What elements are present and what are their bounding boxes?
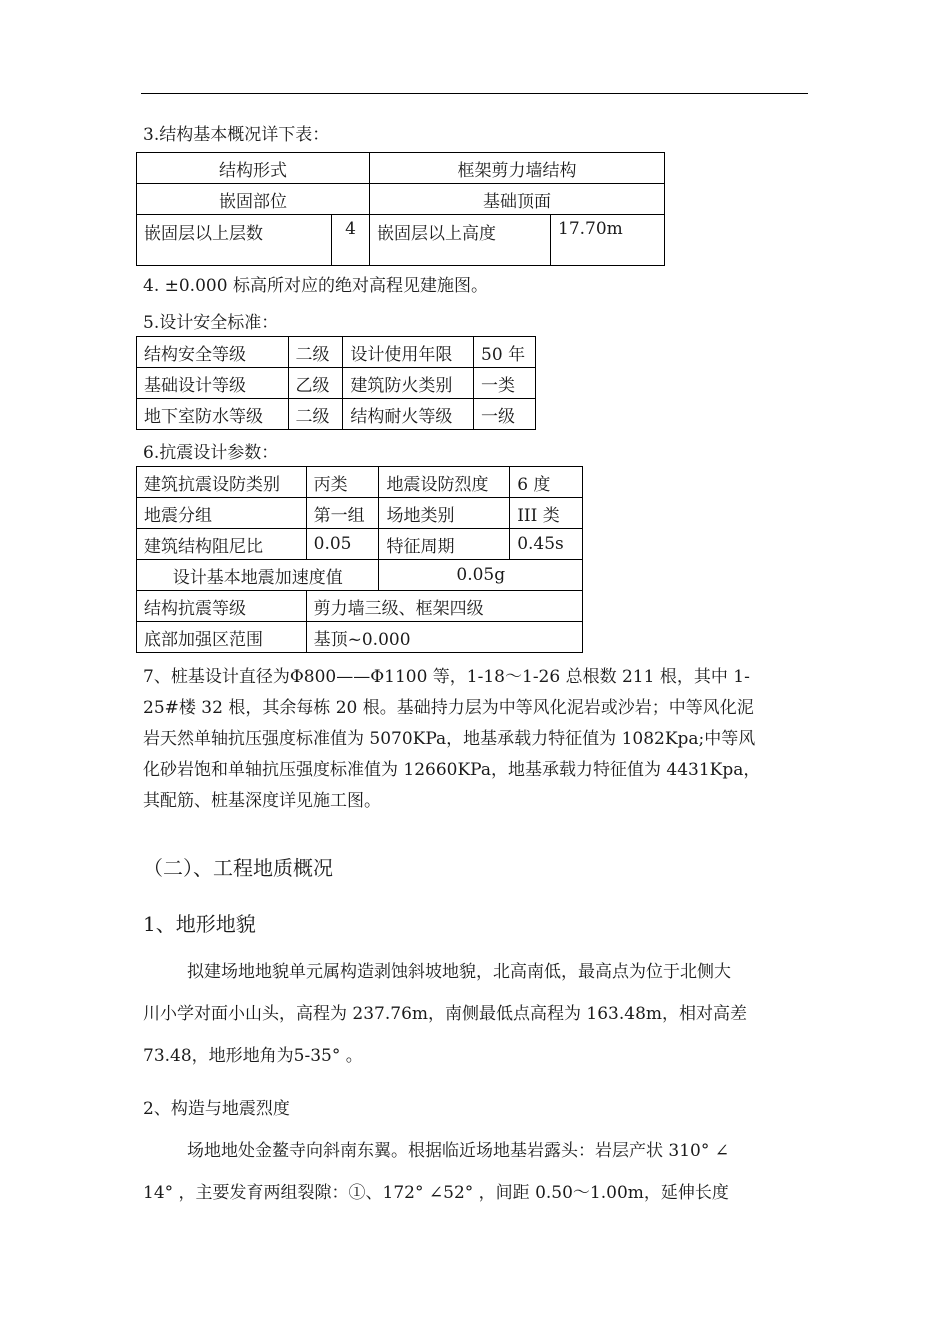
table-row (137, 153, 665, 184)
subheading-terrain: 1、地形地貌 (143, 912, 256, 936)
table-cell: 17.70m (551, 215, 665, 266)
text-line: 73.48，地形地角为5-35° 。 (143, 1046, 363, 1066)
table-row (137, 215, 665, 266)
table-cell: 地下室防水等级 (137, 399, 289, 430)
section-3-title: 3.结构基本概况详下表： (143, 125, 330, 145)
table-cell: 设计使用年限 (343, 337, 474, 368)
table-cell: 剪力墙三级、框架四级 (306, 591, 582, 622)
text-line: 岩天然单轴抗压强度标准值为 5070KPa，地基承载力特征值为 1082Kpa;中等风 (143, 729, 756, 749)
structure-overview-table (136, 152, 665, 266)
text-line: 川小学对面小山头，高程为 237.76m，南侧最低点高程为 163.48m，相对高差 (143, 1004, 748, 1024)
table-row (137, 591, 583, 622)
table-cell: 基础设计等级 (137, 368, 289, 399)
table-cell: 特征周期 (379, 529, 510, 560)
section-heading-geology: （二）、工程地质概况 (143, 856, 333, 880)
table-cell: 基顶~0.000 (306, 622, 582, 653)
table-row (137, 467, 583, 498)
table-cell: 4 (332, 215, 370, 266)
text-line: 化砂岩饱和单轴抗压强度标准值为 12660KPa，地基承载力特征值为 4431Kpa， (143, 760, 761, 780)
table-cell: 乙级 (288, 368, 343, 399)
table-cell: 建筑抗震设防类别 (137, 467, 307, 498)
table-cell: 结构安全等级 (137, 337, 289, 368)
table-cell: 50 年 (474, 337, 536, 368)
structure-paragraph (143, 1130, 807, 1214)
section-6-title: 6.抗震设计参数： (143, 443, 279, 463)
table-cell: 嵌固层以上高度 (370, 215, 551, 266)
table-cell: 场地类别 (379, 498, 510, 529)
section-7-paragraph (143, 662, 807, 817)
table-cell: 0.45s (510, 529, 583, 560)
table-cell: 二级 (288, 337, 343, 368)
table-cell: 丙类 (306, 467, 379, 498)
table-cell: 建筑防火类别 (343, 368, 474, 399)
text-line: 其配筋、桩基深度详见施工图。 (143, 791, 381, 811)
table-cell: 嵌固部位 (137, 184, 370, 215)
table-cell: 嵌固层以上层数 (137, 215, 332, 266)
table-cell: 结构形式 (137, 153, 370, 184)
seismic-parameters-table (136, 466, 583, 653)
table-cell: 结构耐火等级 (343, 399, 474, 430)
section-5-title: 5.设计安全标准： (143, 313, 279, 333)
safety-standard-table (136, 336, 536, 430)
section-4-text: 4. ±0.000 标高所对应的绝对高程见建施图。 (143, 276, 488, 296)
table-row (137, 498, 583, 529)
text-line: 拟建场地地貌单元属构造剥蚀斜坡地貌，北高南低，最高点为位于北侧大 (187, 962, 731, 982)
table-row (137, 529, 583, 560)
text-line: 7、桩基设计直径为Φ800——Φ1100 等，1-18～1-26 总根数 211 根，其中 1- (143, 667, 750, 687)
table-cell: 地震设防烈度 (379, 467, 510, 498)
table-cell: 0.05g (379, 560, 583, 591)
table-cell: III 类 (510, 498, 583, 529)
table-cell: 地震分组 (137, 498, 307, 529)
table-row (137, 337, 536, 368)
table-cell: 底部加强区范围 (137, 622, 307, 653)
table-cell: 框架剪力墙结构 (370, 153, 665, 184)
text-line: 14° ，主要发育两组裂隙：①、172° ∠52° ，间距 0.50～1.00m，延伸长度 (143, 1183, 729, 1203)
text-line: 25#楼 32 根，其余每栋 20 根。基础持力层为中等风化泥岩或沙岩；中等风化泥 (143, 698, 754, 718)
table-cell: 设计基本地震加速度值 (137, 560, 379, 591)
table-row (137, 399, 536, 430)
table-cell: 第一组 (306, 498, 379, 529)
table-cell: 二级 (288, 399, 343, 430)
terrain-paragraph (143, 951, 807, 1077)
table-cell: 结构抗震等级 (137, 591, 307, 622)
subheading-structure-seismic: 2、构造与地震烈度 (143, 1099, 290, 1119)
table-cell: 一级 (474, 399, 536, 430)
table-row (137, 622, 583, 653)
table-row (137, 560, 583, 591)
text-line: 场地地处金鳌寺向斜南东翼。根据临近场地基岩露头：岩层产状 310° ∠ (187, 1141, 729, 1161)
header-rule (141, 93, 808, 94)
table-row (137, 184, 665, 215)
table-cell: 一类 (474, 368, 536, 399)
table-cell: 6 度 (510, 467, 583, 498)
table-cell: 0.05 (306, 529, 379, 560)
table-row (137, 368, 536, 399)
table-cell: 建筑结构阻尼比 (137, 529, 307, 560)
table-cell: 基础顶面 (370, 184, 665, 215)
